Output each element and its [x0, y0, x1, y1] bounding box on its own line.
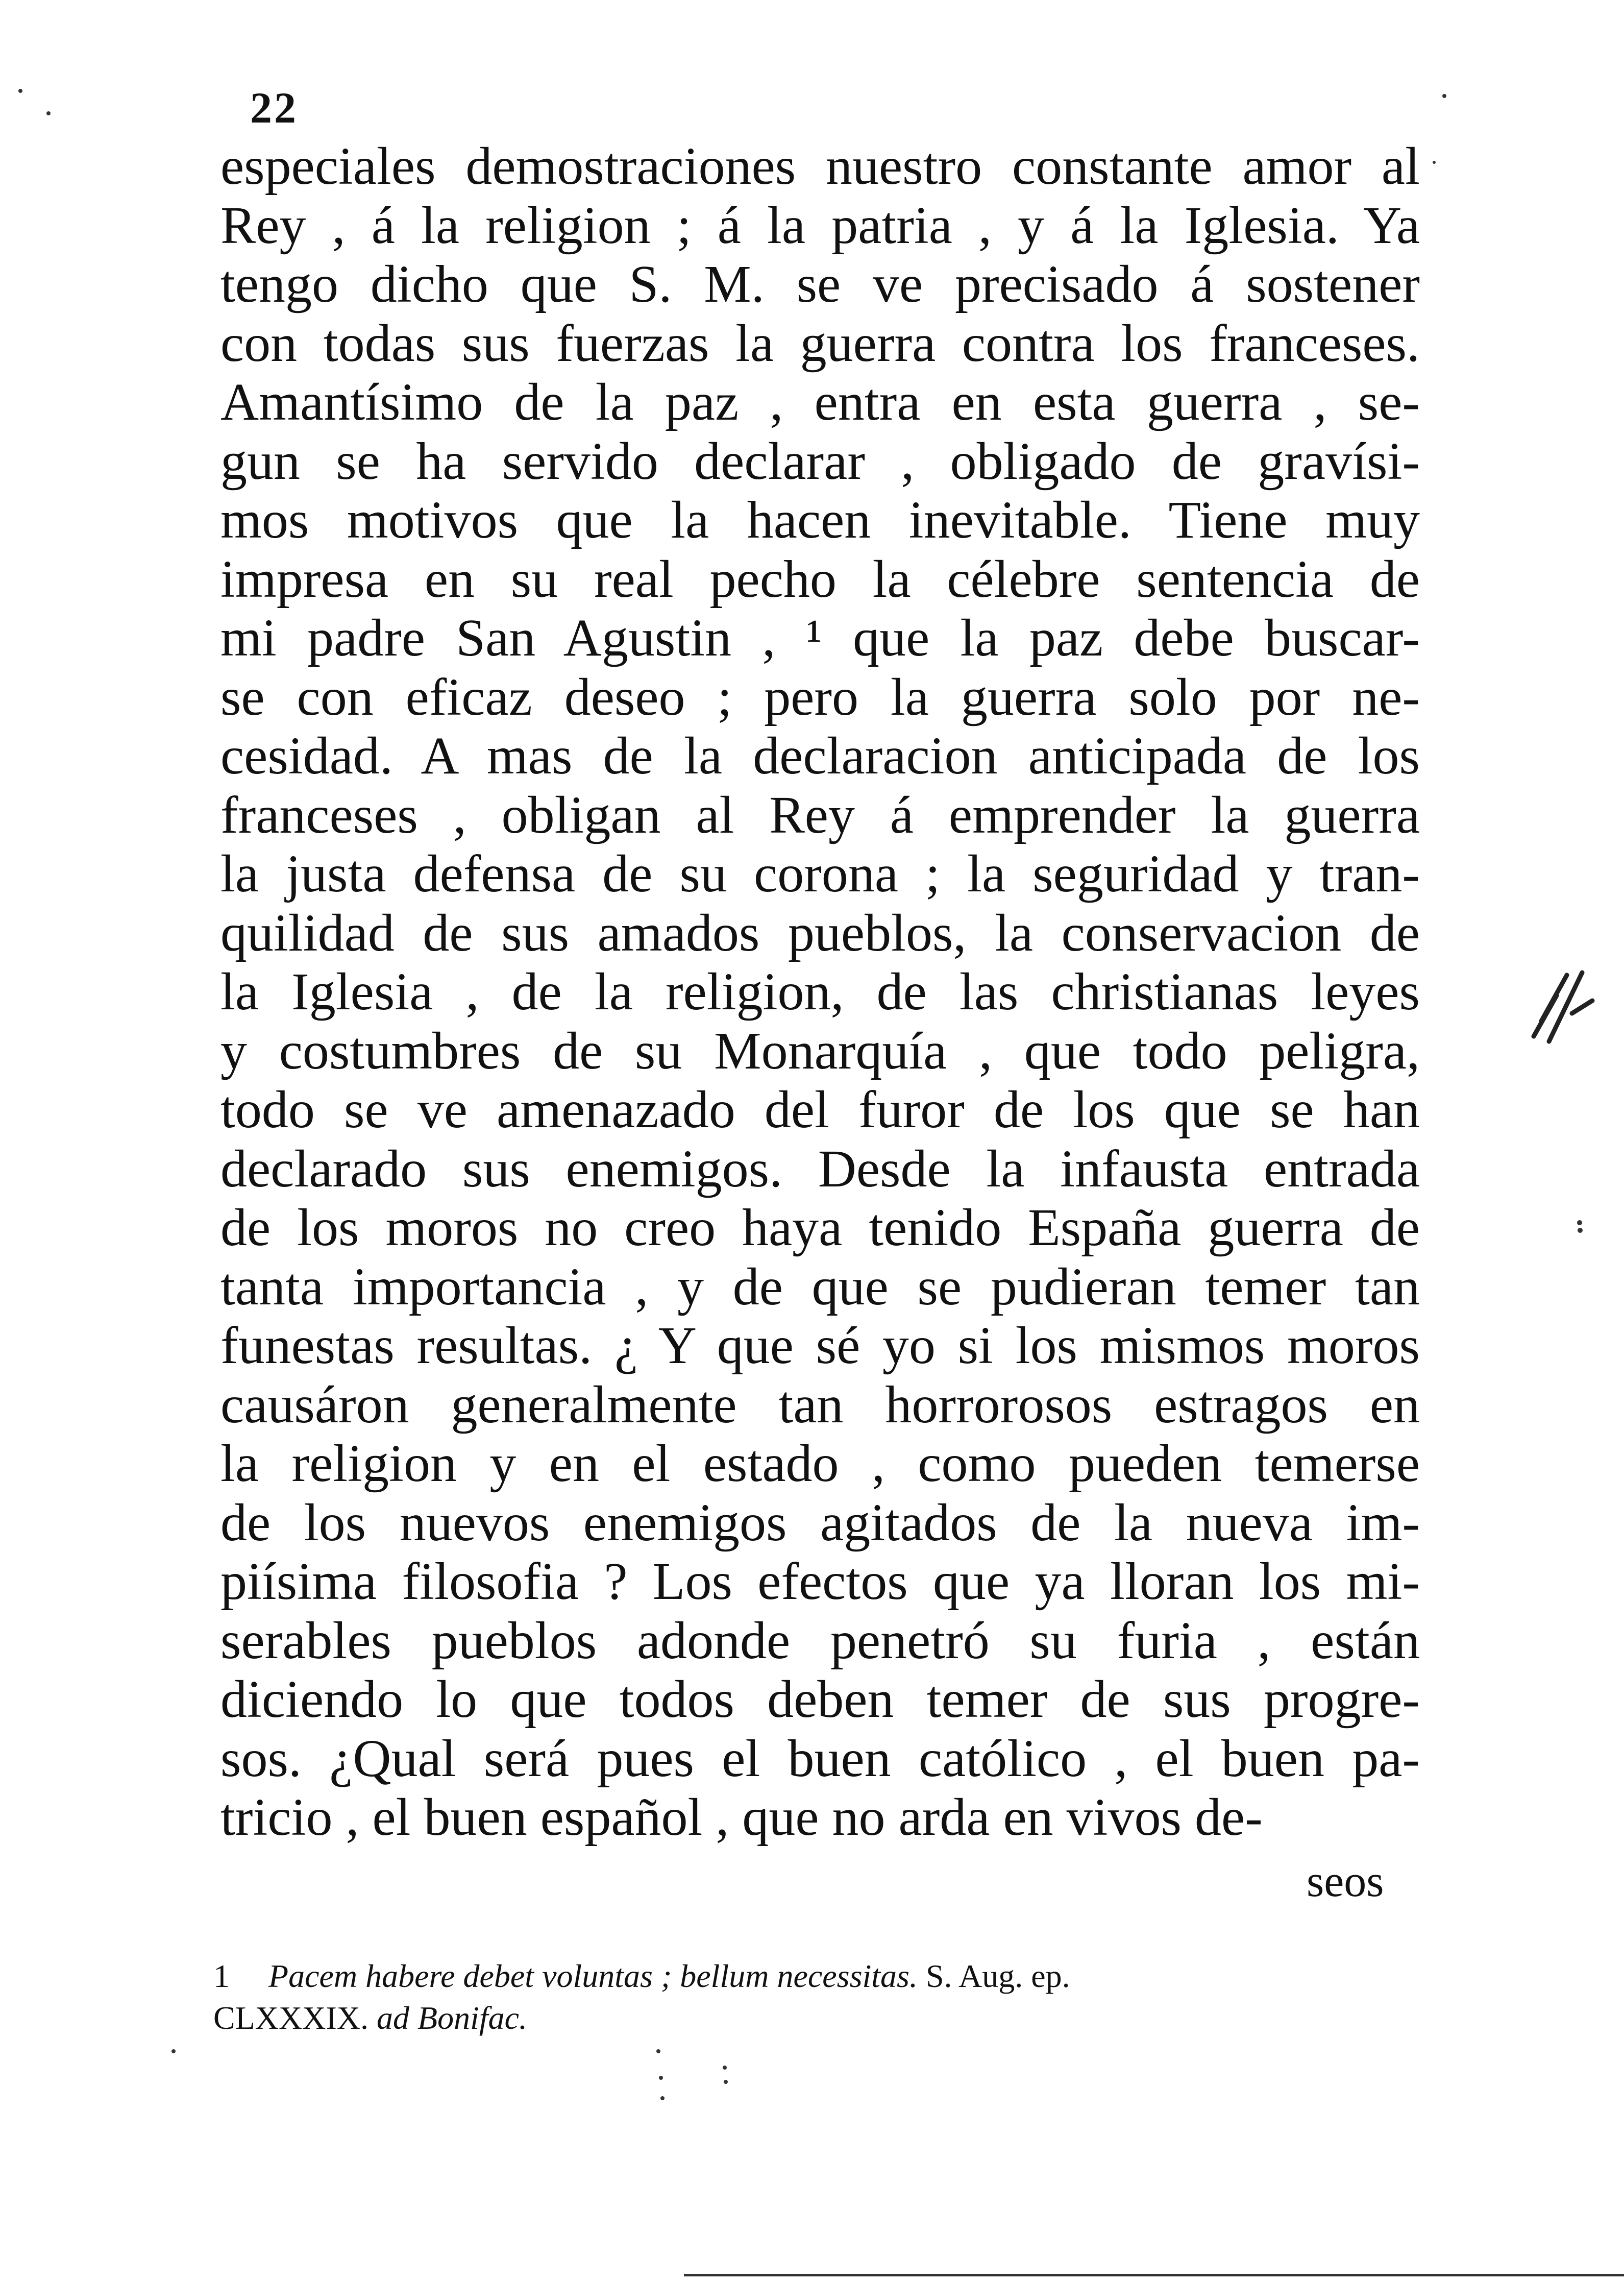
text-line: diciendo lo que todos deben temer de sus progre- — [220, 1670, 1420, 1729]
text-line: cesidad. A mas de la declaracion anticipada de los — [220, 726, 1420, 785]
text-line: de los moros no creo haya tenido España guerra de — [220, 1198, 1420, 1257]
footnote-marker: 1 — [213, 1958, 230, 1994]
footnote-line-1 — [213, 1955, 1418, 1997]
text-line: Rey , á la religion ; á la patria , y á la Iglesia. Ya — [220, 196, 1420, 255]
text-line: impresa en su real pecho la célebre sentencia de — [220, 549, 1420, 609]
text-line: tricio , el buen español , que no arda en vivos de- — [220, 1788, 1263, 1847]
text-line: todo se ve amenazado del furor de los que se han — [220, 1080, 1420, 1139]
text-line: causáron generalmente tan horrorosos estragos en — [220, 1375, 1420, 1434]
margin-pen-mark — [1534, 973, 1592, 1041]
text-line: sos. ¿Qual será pues el buen católico , el buen pa- — [220, 1729, 1420, 1788]
page-number: 22 — [250, 83, 298, 132]
text-line: especiales demostraciones nuestro constante amor al — [220, 137, 1420, 196]
footnote-line-2 — [213, 1997, 1418, 2039]
text-line: tanta importancia , y de que se pudieran temer tan — [220, 1257, 1420, 1316]
text-line: y costumbres de su Monarquía , que todo peligra, — [220, 1021, 1420, 1080]
text-line: mos motivos que la hacen inevitable. Tiene muy — [220, 491, 1420, 549]
text-line: la Iglesia , de la religion, de las christianas leyes — [220, 962, 1420, 1021]
footnote-citation: S. Aug. ep. — [917, 1958, 1070, 1994]
bottom-edge-rule — [684, 2274, 1624, 2276]
text-line: quilidad de sus amados pueblos, la conservacion de — [220, 903, 1420, 962]
text-line: gun se ha servido declarar , obligado de gravísi- — [220, 431, 1420, 491]
catchword: seos — [1307, 1857, 1384, 1906]
text-line: de los nuevos enemigos agitados de la nueva im- — [220, 1493, 1420, 1552]
text-line: serables pueblos adonde penetró su furia , están — [220, 1611, 1420, 1670]
footnote-epistle-number: CLXXXIX. — [213, 2000, 368, 2036]
footnote-latin-quote: Pacem habere debet voluntas ; bellum necessitas. — [268, 1958, 918, 1994]
text-line: Amantísimo de la paz , entra en esta guerra , se- — [220, 373, 1420, 431]
text-line: la religion y en el estado , como pueden temerse — [220, 1434, 1420, 1493]
footnote — [213, 1955, 1418, 2039]
text-line: piísima filosofia ? Los efectos que ya lloran los mi- — [220, 1552, 1420, 1611]
text-line: tengo dicho que S. M. se ve precisado á sostener — [220, 255, 1420, 313]
text-line: declarado sus enemigos. Desde la infausta entrada — [220, 1139, 1420, 1198]
text-line: se con eficaz deseo ; pero la guerra solo por ne- — [220, 667, 1420, 726]
text-line: la justa defensa de su corona ; la seguridad y tran- — [220, 844, 1420, 903]
body-text — [220, 137, 1420, 1847]
footnote-addressee: ad Bonifac. — [368, 2000, 528, 2036]
text-line: con todas sus fuerzas la guerra contra los franceses. — [220, 313, 1420, 373]
text-line: mi padre San Agustin , ¹ que la paz debe buscar- — [220, 609, 1420, 667]
text-line: funestas resultas. ¿ Y que sé yo si los mismos moros — [220, 1316, 1420, 1375]
text-line: franceses , obligan al Rey á emprender la guerra — [220, 785, 1420, 844]
